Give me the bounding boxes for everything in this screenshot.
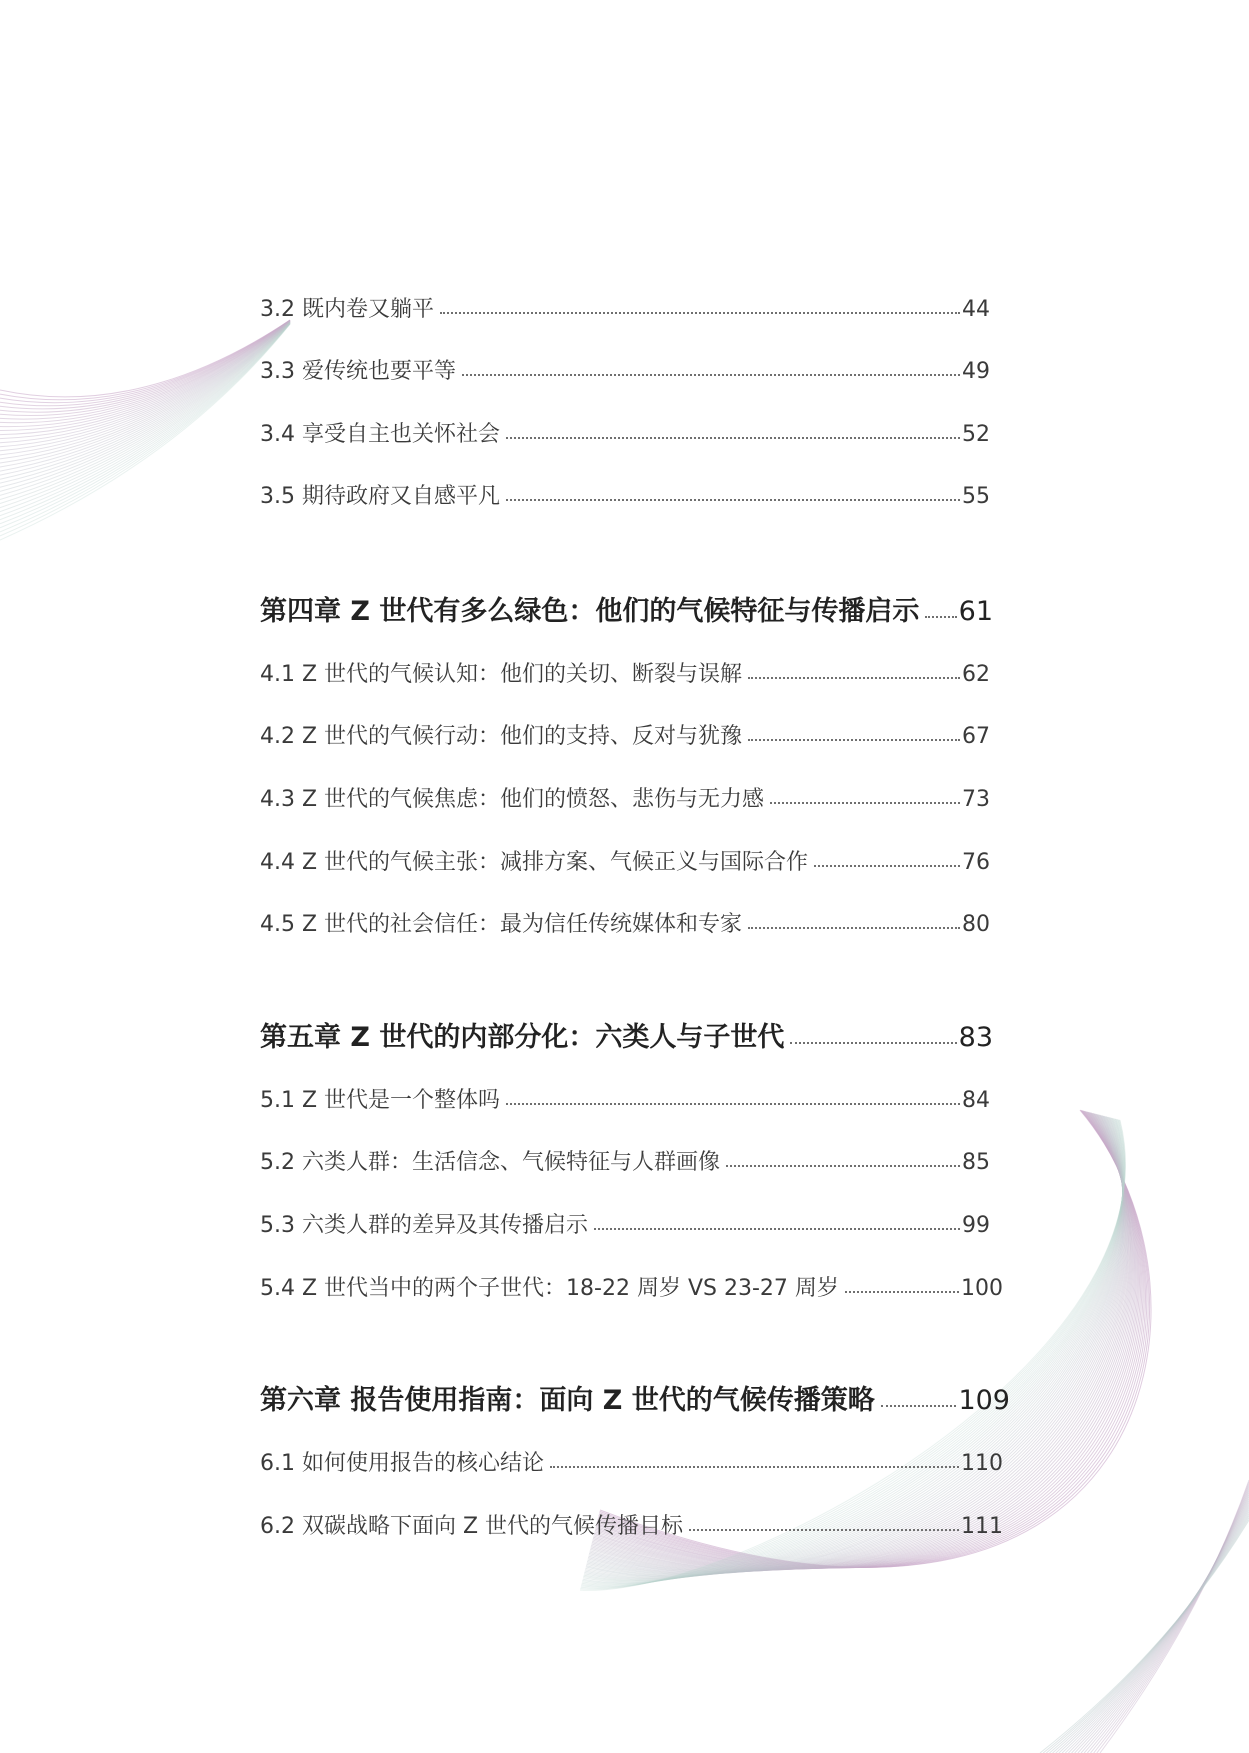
chapter-page: 83 [958, 1022, 993, 1053]
toc-entry-label: 4.4 Z 世代的气候主张：减排方案、气候正义与国际合作 [260, 850, 809, 875]
toc-entry-page: 85 [962, 1150, 990, 1175]
toc-entry-label: 3.3 爱传统也要平等 [260, 359, 456, 384]
toc-entry[interactable] [260, 1145, 990, 1177]
toc-entry-page: 44 [962, 297, 990, 322]
toc-entry[interactable] [260, 1208, 990, 1240]
toc-entry[interactable] [260, 417, 990, 449]
toc-entry-label: 4.3 Z 世代的气候焦虑：他们的愤怒、悲伤与无力感 [260, 787, 765, 812]
chapter-title: 第四章 Z 世代有多么绿色：他们的气候特征与传播启示 [260, 596, 920, 627]
toc-entry-label: 3.5 期待政府又自感平凡 [260, 484, 500, 509]
toc-chapter-4[interactable] [260, 589, 993, 629]
dot-leader [790, 1042, 956, 1044]
toc-entry-page: 55 [962, 484, 990, 509]
toc-entry[interactable] [260, 479, 990, 511]
chapter-title: 第五章 Z 世代的内部分化：六类人与子世代 [260, 1022, 785, 1053]
dot-leader [550, 1466, 959, 1468]
toc-entry-label: 4.2 Z 世代的气候行动：他们的支持、反对与犹豫 [260, 724, 743, 749]
dot-leader [506, 1103, 960, 1105]
toc-entry[interactable] [260, 1509, 1003, 1541]
toc-entry-label: 4.5 Z 世代的社会信任：最为信任传统媒体和专家 [260, 912, 743, 937]
toc-chapter-6[interactable] [260, 1378, 1010, 1418]
toc-entry-page: 84 [962, 1088, 990, 1113]
toc-entry-page: 100 [961, 1276, 1003, 1301]
toc-entry-label: 6.2 双碳战略下面向 Z 世代的气候传播目标 [260, 1514, 684, 1539]
toc-chapter-5[interactable] [260, 1015, 993, 1055]
toc-entry-page: 111 [961, 1514, 1003, 1539]
dot-leader [726, 1165, 960, 1167]
toc-entry-page: 99 [962, 1213, 990, 1238]
toc-entry-label: 3.4 享受自主也关怀社会 [260, 422, 500, 447]
toc-entry[interactable] [260, 782, 990, 814]
dot-leader [814, 865, 960, 867]
toc-entry-page: 62 [962, 662, 990, 687]
toc-entry-label: 5.4 Z 世代当中的两个子世代：18-22 周岁 VS 23-27 周岁 [260, 1276, 839, 1301]
toc-entry[interactable] [260, 845, 990, 877]
dot-leader [506, 499, 960, 501]
dot-leader [748, 927, 960, 929]
dot-leader [440, 312, 960, 314]
toc-entry[interactable] [260, 1271, 1003, 1303]
dot-leader [925, 616, 956, 618]
dot-leader [748, 677, 960, 679]
toc-entry-label: 3.2 既内卷又躺平 [260, 297, 434, 322]
toc-entry[interactable] [260, 719, 990, 751]
toc-entry-label: 5.2 六类人群：生活信念、气候特征与人群画像 [260, 1150, 720, 1175]
dot-leader [770, 802, 960, 804]
dot-leader [594, 1228, 960, 1230]
toc-entry-label: 5.3 六类人群的差异及其传播启示 [260, 1213, 588, 1238]
dot-leader [689, 1529, 959, 1531]
toc-entry[interactable] [260, 292, 990, 324]
toc-entry-label: 5.1 Z 世代是一个整体吗 [260, 1088, 501, 1113]
toc-entry[interactable] [260, 657, 990, 689]
toc-entry-label: 6.1 如何使用报告的核心结论 [260, 1451, 544, 1476]
toc-entry-page: 52 [962, 422, 990, 447]
toc-entry-page: 76 [962, 850, 990, 875]
toc-entry[interactable] [260, 1083, 990, 1115]
toc-entry-label: 4.1 Z 世代的气候认知：他们的关切、断裂与误解 [260, 662, 743, 687]
chapter-page: 61 [958, 596, 993, 627]
toc-entry-page: 110 [961, 1451, 1003, 1476]
dot-leader [462, 374, 960, 376]
toc-entry-page: 67 [962, 724, 990, 749]
toc-entry-page: 73 [962, 787, 990, 812]
chapter-page: 109 [958, 1385, 1010, 1416]
dot-leader [845, 1291, 959, 1293]
dot-leader [881, 1405, 957, 1407]
toc-entry[interactable] [260, 354, 990, 386]
dot-leader [506, 437, 960, 439]
dot-leader [748, 739, 960, 741]
toc-entry-page: 80 [962, 912, 990, 937]
toc-entry[interactable] [260, 1446, 1003, 1478]
toc-entry-page: 49 [962, 359, 990, 384]
chapter-title: 第六章 报告使用指南：面向 Z 世代的气候传播策略 [260, 1385, 875, 1416]
toc-entry[interactable] [260, 907, 990, 939]
